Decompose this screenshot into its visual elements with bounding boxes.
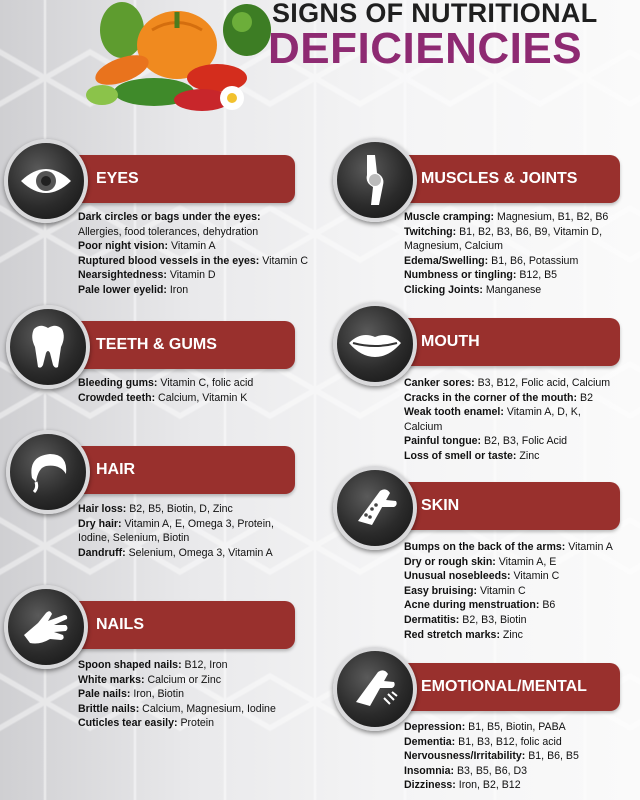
knee-joint-icon bbox=[355, 153, 395, 207]
hand-scratch-icon bbox=[350, 666, 400, 712]
symptom-row bbox=[78, 254, 308, 269]
symptom-label: Dermatitis: bbox=[404, 613, 460, 626]
banner-title: SKIN bbox=[421, 497, 460, 514]
nutrient-list: Iodine, Selenium, Biotin bbox=[78, 532, 190, 545]
banner-title: MOUTH bbox=[421, 333, 480, 350]
nutrient-list: Vitamin D bbox=[166, 269, 216, 282]
nutrient-list: Vitamin C bbox=[477, 584, 526, 597]
symptom-label: Easy bruising: bbox=[404, 584, 477, 597]
nutrient-list: Calcium, Vitamin K bbox=[155, 391, 248, 404]
nutrient-list: Iron, Biotin bbox=[130, 688, 184, 701]
nutrient-list: Vitamin C, folic acid bbox=[157, 377, 254, 389]
nutrient-list: Vitamin A, E bbox=[495, 555, 557, 568]
nutrient-list: B1, B6, Potassium bbox=[488, 254, 579, 267]
symptom-row bbox=[78, 658, 276, 673]
symptom-label: Depression: bbox=[404, 721, 466, 733]
symptom-label: Dark circles or bags under the eyes: bbox=[78, 211, 261, 223]
symptom-row bbox=[78, 225, 308, 240]
symptom-row bbox=[404, 764, 579, 779]
nutrient-list: Zinc bbox=[516, 449, 540, 462]
nutrient-list: B1, B2, B3, B6, B9, Vitamin D, bbox=[456, 225, 603, 238]
symptom-label: Nervousness/Irritability: bbox=[404, 750, 526, 763]
symptom-label: Clicking Joints: bbox=[404, 283, 483, 296]
symptom-row bbox=[78, 531, 274, 546]
list-hair bbox=[78, 502, 274, 560]
symptom-row bbox=[404, 376, 610, 391]
lips-icon bbox=[347, 329, 403, 359]
nutrient-list: B1, B3, B12, folic acid bbox=[455, 735, 562, 748]
nutrient-list: B2, B5, Biotin, D, Zinc bbox=[126, 503, 233, 515]
nutrient-list: Zinc bbox=[499, 628, 523, 641]
nutrient-list: B3, B5, B6, D3 bbox=[454, 764, 528, 777]
list-eyes bbox=[78, 210, 308, 298]
tooth-icon bbox=[28, 323, 68, 371]
banner-title: HAIR bbox=[96, 461, 136, 478]
symptom-row bbox=[404, 613, 613, 628]
symptom-label: Ruptured blood vessels in the eyes: bbox=[78, 254, 260, 267]
icon-circle-nails bbox=[4, 585, 88, 669]
symptom-row bbox=[404, 225, 608, 240]
skin-patch-icon bbox=[350, 485, 400, 531]
nutrient-list: B2, B3, Biotin bbox=[459, 613, 527, 626]
icon-circle-muscles bbox=[333, 138, 417, 222]
icon-circle-teeth bbox=[6, 305, 90, 389]
symptom-label: White marks: bbox=[78, 673, 145, 686]
list-mouth bbox=[404, 376, 610, 464]
list-muscles bbox=[404, 210, 608, 298]
symptom-label: Red stretch marks: bbox=[404, 628, 500, 641]
symptom-label: Loss of smell or taste: bbox=[404, 449, 517, 462]
nutrient-list: Calcium, Magnesium, Iodine bbox=[139, 702, 276, 715]
symptom-label: Cracks in the corner of the mouth: bbox=[404, 391, 578, 404]
symptom-label: Brittle nails: bbox=[78, 702, 140, 715]
symptom-label: Canker sores: bbox=[404, 377, 475, 389]
symptom-row bbox=[78, 546, 274, 561]
symptom-row bbox=[404, 628, 613, 643]
symptom-label: Crowded teeth: bbox=[78, 391, 156, 404]
nutrient-list: Selenium, Omega 3, Vitamin A bbox=[125, 546, 273, 559]
symptom-row bbox=[78, 376, 253, 391]
symptom-label: Spoon shaped nails: bbox=[78, 659, 182, 671]
symptom-label: Twitching: bbox=[404, 225, 457, 238]
symptom-row bbox=[78, 239, 308, 254]
symptom-row bbox=[78, 210, 308, 225]
symptom-row bbox=[404, 584, 613, 599]
symptom-label: Pale lower eyelid: bbox=[78, 283, 167, 296]
symptom-label: Bleeding gums: bbox=[78, 377, 158, 389]
symptom-row bbox=[78, 517, 274, 532]
symptom-label: Dry or rough skin: bbox=[404, 555, 496, 568]
nutrient-list: B12, Iron bbox=[181, 659, 228, 671]
nutrient-list: Iron, B2, B12 bbox=[455, 779, 521, 792]
symptom-label: Edema/Swelling: bbox=[404, 254, 489, 267]
nutrient-list: B6 bbox=[539, 599, 556, 612]
list-skin bbox=[404, 540, 613, 642]
banner-title: MUSCLES & JOINTS bbox=[421, 170, 578, 187]
symptom-row bbox=[404, 540, 613, 555]
symptom-row bbox=[78, 687, 276, 702]
symptom-label: Weak tooth enamel: bbox=[404, 406, 504, 419]
nutrient-list: B3, B12, Folic acid, Calcium bbox=[474, 377, 611, 389]
symptom-row bbox=[404, 778, 579, 793]
nutrient-list: Allergies, food tolerances, dehydration bbox=[78, 225, 259, 238]
symptom-row bbox=[404, 239, 608, 254]
symptom-row bbox=[78, 673, 276, 688]
nutrient-list: Vitamin A bbox=[168, 240, 216, 253]
symptom-row bbox=[404, 449, 610, 464]
symptom-label: Pale nails: bbox=[78, 688, 131, 701]
icon-circle-eyes bbox=[4, 139, 88, 223]
symptom-row bbox=[78, 391, 253, 406]
symptom-row bbox=[404, 405, 610, 420]
symptom-row bbox=[404, 735, 579, 750]
banner-title: TEETH & GUMS bbox=[96, 336, 217, 353]
banner-title: EMOTIONAL/MENTAL bbox=[421, 678, 587, 695]
icon-circle-emotional bbox=[333, 647, 417, 731]
symptom-label: Poor night vision: bbox=[78, 240, 169, 253]
nutrient-list: Magnesium, B1, B2, B6 bbox=[494, 211, 609, 223]
symptom-row bbox=[78, 268, 308, 283]
symptom-row bbox=[404, 420, 610, 435]
nutrient-list: B2, B3, Folic Acid bbox=[481, 435, 568, 448]
symptom-label: Hair loss: bbox=[78, 503, 127, 515]
symptom-row bbox=[404, 434, 610, 449]
symptom-label: Muscle cramping: bbox=[404, 211, 495, 223]
nutrient-list: Protein bbox=[177, 717, 215, 730]
symptom-row bbox=[78, 702, 276, 717]
symptom-row bbox=[404, 254, 608, 269]
symptom-row bbox=[78, 502, 274, 517]
title-line-2: DEFICIENCIES bbox=[268, 24, 583, 73]
list-nails bbox=[78, 658, 276, 731]
list-teeth bbox=[78, 376, 253, 405]
symptom-row bbox=[404, 555, 613, 570]
banner-title: NAILS bbox=[96, 616, 144, 633]
nutrient-list: Manganese bbox=[482, 283, 542, 296]
symptom-label: Cuticles tear easily: bbox=[78, 717, 178, 730]
hand-icon bbox=[20, 605, 72, 649]
symptom-label: Nearsightedness: bbox=[78, 269, 167, 282]
nutrient-list: Calcium or Zinc bbox=[144, 673, 222, 686]
symptom-label: Dementia: bbox=[404, 735, 456, 748]
symptom-label: Numbness or tingling: bbox=[404, 269, 517, 282]
nutrient-list: Vitamin C bbox=[259, 254, 308, 267]
symptom-row bbox=[404, 283, 608, 298]
symptom-row bbox=[78, 716, 276, 731]
symptom-label: Dizziness: bbox=[404, 779, 456, 792]
nutrient-list: Calcium bbox=[404, 420, 443, 433]
symptom-row bbox=[404, 720, 579, 735]
symptom-label: Painful tongue: bbox=[404, 435, 482, 448]
symptom-row bbox=[404, 598, 613, 613]
symptom-label: Acne during menstruation: bbox=[404, 599, 540, 612]
symptom-label: Bumps on the back of the arms: bbox=[404, 541, 566, 553]
nutrient-list: Iron bbox=[166, 283, 189, 296]
nutrient-list: Magnesium, Calcium bbox=[404, 240, 503, 253]
hair-icon bbox=[24, 448, 72, 496]
icon-circle-skin bbox=[333, 466, 417, 550]
nutrient-list: B1, B6, B5 bbox=[525, 750, 579, 763]
nutrient-list: B2 bbox=[577, 391, 593, 404]
symptom-label: Insomnia: bbox=[404, 764, 455, 777]
nutrient-list: B1, B5, Biotin, PABA bbox=[465, 721, 566, 733]
nutrient-list: Vitamin A, E, Omega 3, Protein, bbox=[121, 517, 274, 530]
icon-circle-hair bbox=[6, 430, 90, 514]
nutrient-list: Vitamin A bbox=[565, 541, 613, 553]
symptom-row bbox=[78, 283, 308, 298]
eye-icon bbox=[18, 161, 74, 201]
title-line-1: SIGNS OF NUTRITIONAL bbox=[272, 0, 598, 28]
symptom-label: Dandruff: bbox=[78, 546, 126, 559]
symptom-label: Dry hair: bbox=[78, 517, 122, 530]
icon-circle-mouth bbox=[333, 302, 417, 386]
symptom-row bbox=[404, 210, 608, 225]
nutrient-list: Vitamin C bbox=[510, 570, 560, 583]
list-emotional bbox=[404, 720, 579, 793]
symptom-row bbox=[404, 391, 610, 406]
nutrient-list: B12, B5 bbox=[516, 269, 558, 282]
symptom-row bbox=[404, 268, 608, 283]
symptom-label: Unusual nosebleeds: bbox=[404, 570, 511, 583]
symptom-row bbox=[404, 749, 579, 764]
vegetables-illustration bbox=[82, 0, 272, 118]
banner-title: EYES bbox=[96, 170, 139, 187]
nutrient-list: Vitamin A, D, K, bbox=[503, 406, 581, 419]
symptom-row bbox=[404, 569, 613, 584]
